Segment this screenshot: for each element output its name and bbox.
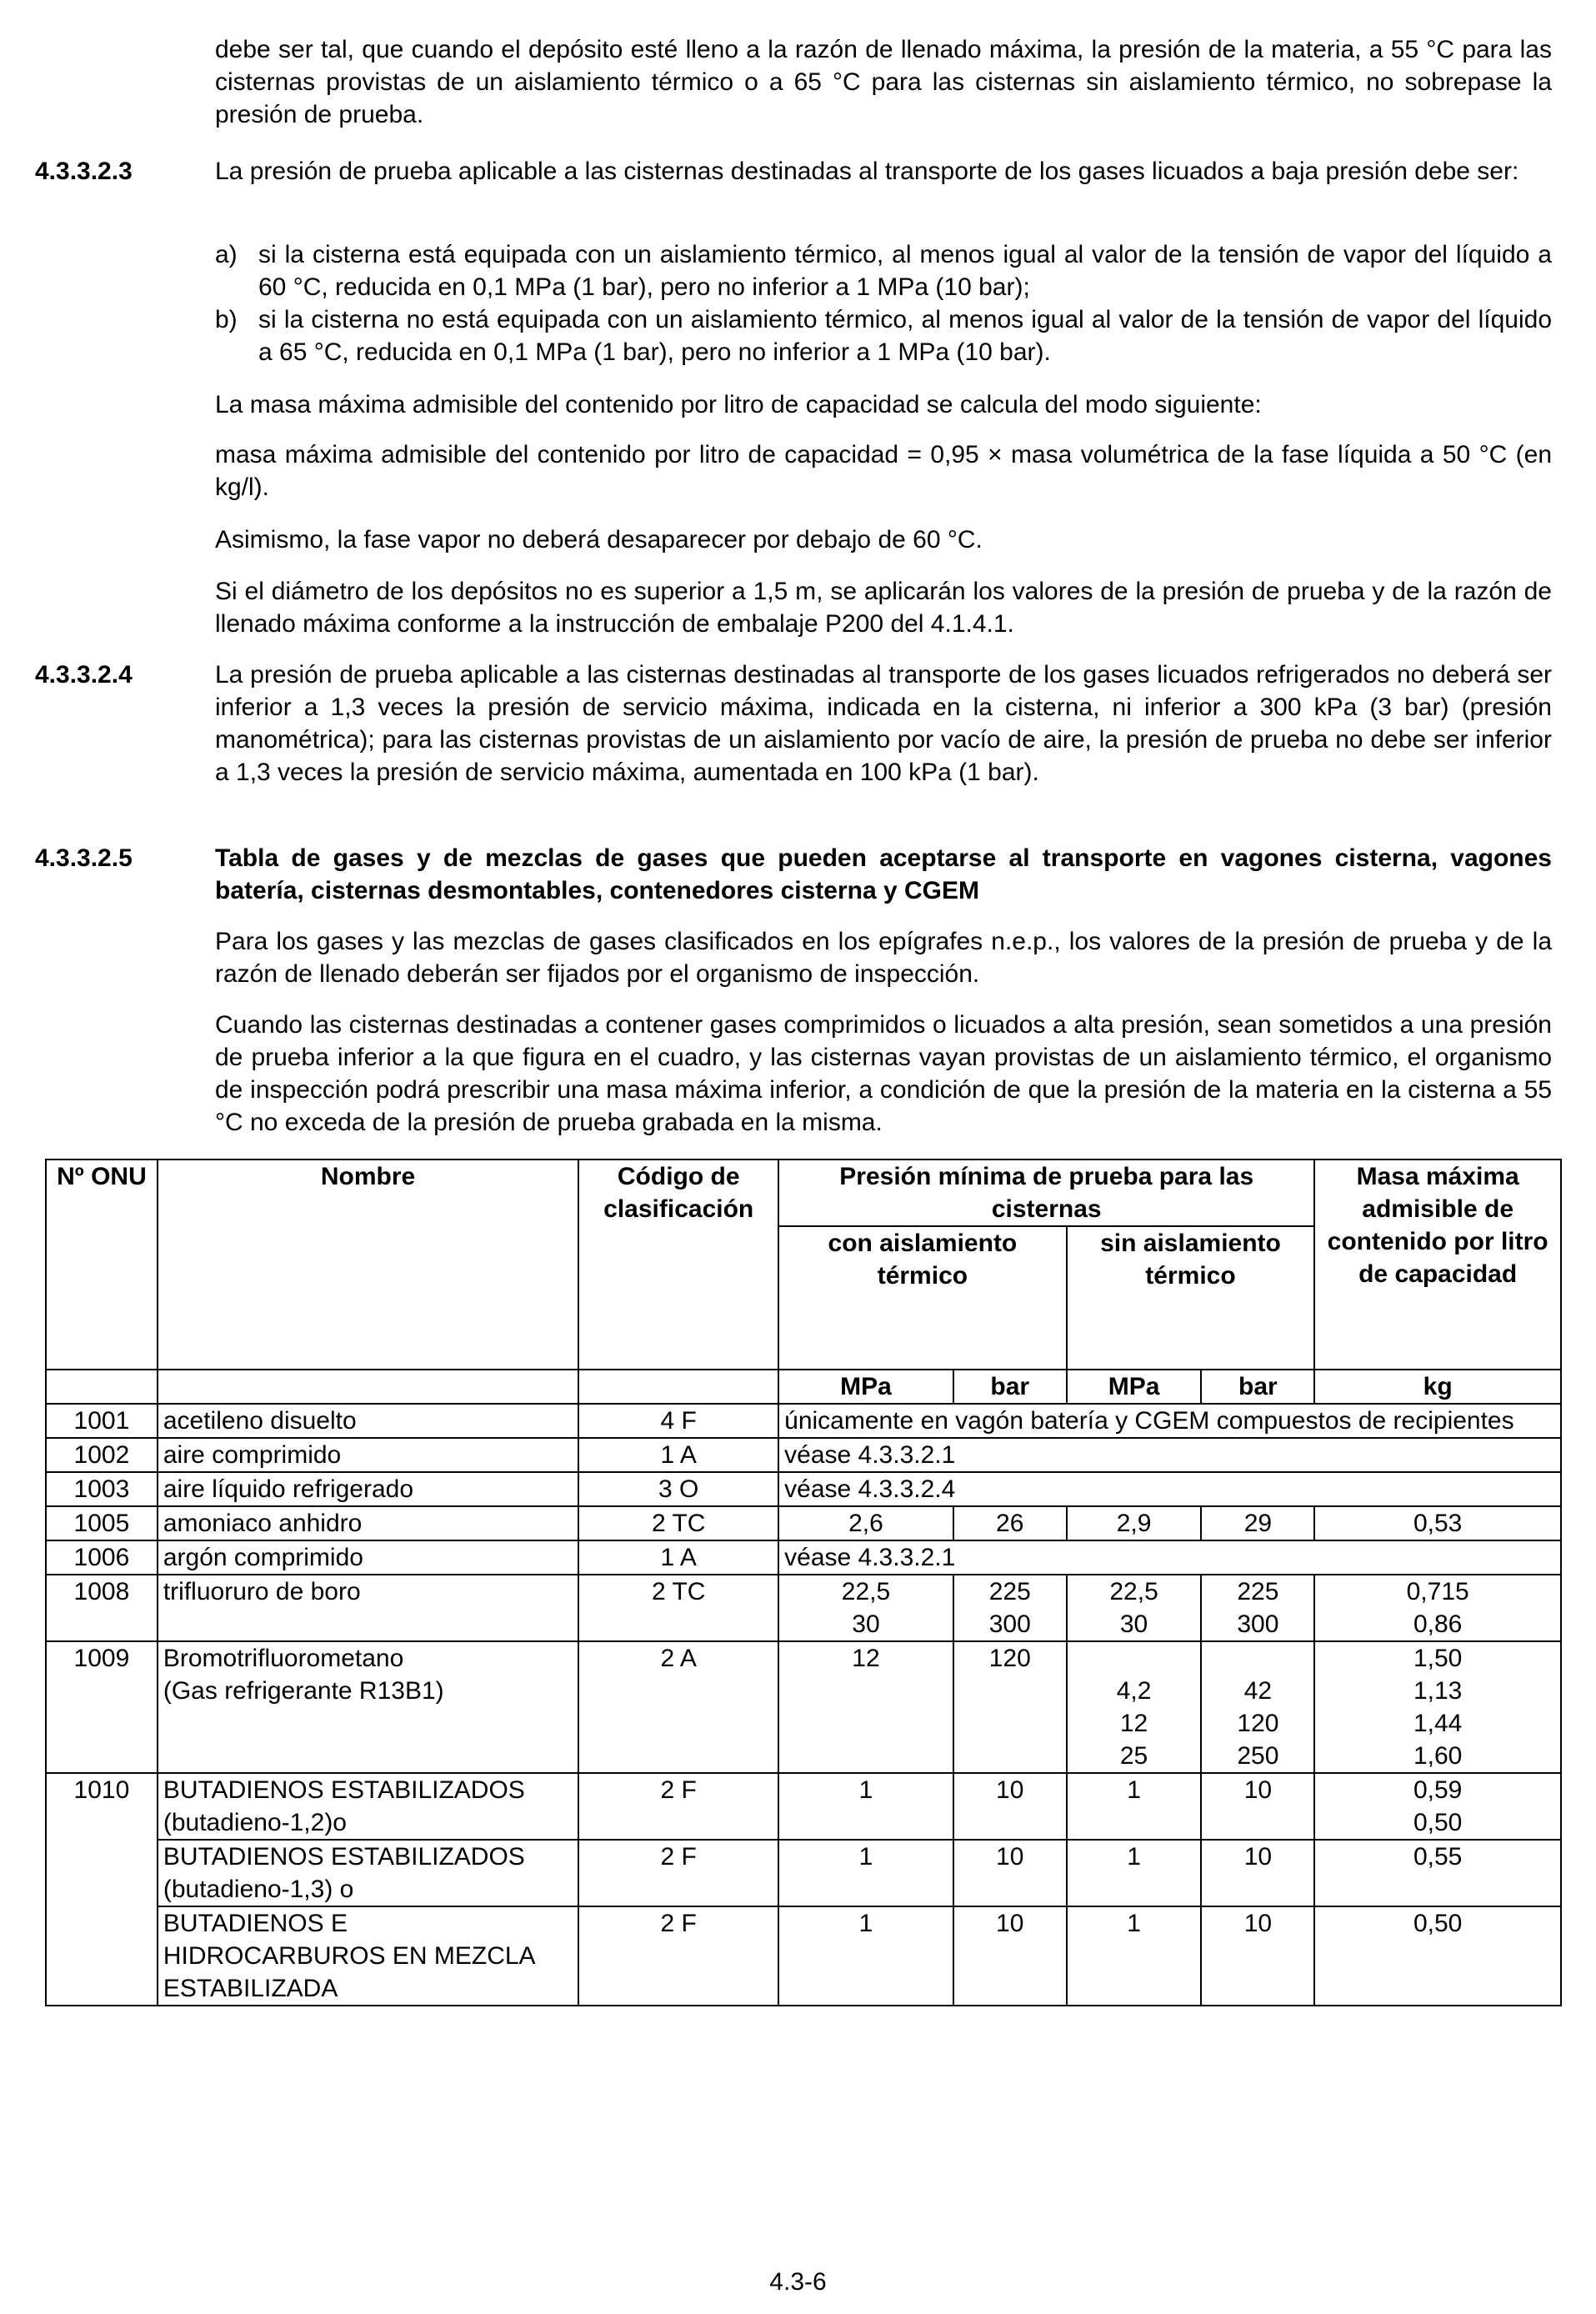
cell-no-empty [46, 1840, 158, 1906]
value: 30 [1119, 1610, 1148, 1638]
cell-sin-mpa: 1 [1067, 1773, 1202, 1840]
section-number-4-3-3-2-4: 4.3.3.2.4 [35, 661, 133, 689]
section-number-4-3-3-2-3: 4.3.3.2.3 [35, 158, 133, 185]
cell-no: 1006 [46, 1540, 158, 1575]
unit-mpa-con: MPa [778, 1370, 953, 1404]
cell-sin-mpa: 1 [1067, 1906, 1202, 2006]
header-sin-aislamiento: sin aislamiento térmico [1067, 1226, 1315, 1370]
value: 22,5 [1109, 1578, 1158, 1605]
cell-code: 4 F [578, 1404, 778, 1438]
header-con-aislamiento: con aislamiento térmico [778, 1226, 1067, 1370]
value: 12 [1119, 1710, 1148, 1737]
gas-table [45, 1159, 1562, 2006]
value: 22,5 [841, 1578, 891, 1605]
table-row [46, 1438, 1561, 1472]
paragraph-formula: masa máxima admisible del contenido por litro de capacidad = 0,95 × masa volumétrica de la fase líquida a 50 °C (en kg/l). [215, 441, 1552, 501]
table-row [46, 1840, 1561, 1906]
value: 250 [1237, 1742, 1279, 1770]
list-item-a-label: a) [215, 241, 238, 268]
cell-name [158, 1641, 578, 1773]
list-item-b-text: si la cisterna no está equipada con un aislamiento térmico, al menos igual al valor de la tensión de vapor del líquido a 65 °C, reducida en 0,1 MPa (1 bar), pero no inferior a 1 MPa (10 bar). [258, 306, 1552, 366]
value: 0,59 [1413, 1776, 1463, 1804]
value: 1,44 [1413, 1710, 1463, 1737]
paragraph-diametro: Si el diámetro de los depósitos no es superior a 1,5 m, se aplicarán los valores de la presión de prueba y de la razón de llenado máxima conforme a la instrucción de embalaje P200 del 4.1.4.1. [215, 578, 1552, 638]
cell-con-mpa: 1 [778, 1773, 953, 1840]
cell-kg-empty [1314, 1540, 1561, 1575]
cell-con-bar: 120 [953, 1641, 1067, 1773]
section-4-3-3-2-4-text: La presión de prueba aplicable a las cisternas destinadas al transporte de los gases licuados refrigerados no deberá ser inferior a 1,3 veces la presión de servicio máxima, indicada en la cisterna, ni inferior a 300 kPa (3 bar) (presión manométrica); para las cisternas provistas de un aislamiento por vacío de aire, la presión de prueba no debe ser inferior a 1,3 veces la presión de servicio máxima, aumentada en 100 kPa (1 bar). [215, 661, 1552, 786]
cell-name: aire líquido refrigerado [158, 1472, 578, 1506]
list-item-a [215, 238, 1552, 303]
cell-no: 1001 [46, 1404, 158, 1438]
value: 0,50 [1413, 1809, 1463, 1836]
header-presion: Presión mínima de prueba para las cisternas [778, 1160, 1314, 1226]
paragraph-presion-inferior: Cuando las cisternas destinadas a contener gases comprimidos o licuados a alta presión, sean sometidos a una presión de prueba inferior a la que figura en el cuadro, y las cisternas vayan provistas de un aislamiento térmico, el organismo de inspección podrá prescribir una masa máxima inferior, a condición de que la presión de la materia en la cisterna a 55 °C no exceda de la presión de prueba grabada en la misma. [215, 1011, 1552, 1136]
header-nombre: Nombre [158, 1160, 578, 1370]
value: 120 [1237, 1710, 1279, 1737]
paragraph-masa-maxima: La masa máxima admisible del contenido por litro de capacidad se calcula del modo siguiente: [215, 391, 1262, 418]
cell-con-bar: 10 [953, 1840, 1067, 1906]
header-masa: Masa máxima admisible de contenido por litro de capacidad [1314, 1160, 1561, 1370]
cell-con-mpa [778, 1575, 953, 1641]
units-row [46, 1370, 1561, 1404]
value: 1,13 [1413, 1677, 1463, 1705]
unit-bar-con: bar [953, 1370, 1067, 1404]
value: 0,86 [1413, 1610, 1463, 1638]
value: 1,50 [1413, 1645, 1463, 1672]
value: 225 [988, 1578, 1031, 1605]
cell-code: 2 F [578, 1906, 778, 2006]
cell-kg [1314, 1575, 1561, 1641]
header-no-onu: Nº ONU [46, 1160, 158, 1370]
value: 4,2 [1116, 1677, 1152, 1705]
cell-code: 1 A [578, 1540, 778, 1575]
cell-no: 1008 [46, 1575, 158, 1641]
cell-sin-bar: 29 [1201, 1506, 1314, 1540]
cell-con-mpa: 2,6 [778, 1506, 953, 1540]
value: 42 [1243, 1677, 1273, 1705]
table-row [46, 1773, 1561, 1840]
cell-sin-bar: 10 [1201, 1773, 1314, 1840]
list-item-b [215, 303, 1552, 368]
table-row [46, 1575, 1561, 1641]
cell-con-mpa: 1 [778, 1906, 953, 2006]
cell-name: BUTADIENOS ESTABILIZADOS (butadieno-1,2)o [158, 1773, 578, 1840]
cell-name: amoniaco anhidro [158, 1506, 578, 1540]
cell-sin-mpa [1067, 1641, 1202, 1773]
cell-name: aire comprimido [158, 1438, 578, 1472]
cell-sin-bar: 10 [1201, 1906, 1314, 2006]
cell-code: 3 O [578, 1472, 778, 1506]
value: 225 [1237, 1578, 1279, 1605]
list-item-b-label: b) [215, 306, 238, 333]
cell-code: 2 TC [578, 1575, 778, 1641]
cell-code: 2 TC [578, 1506, 778, 1540]
cell-con-mpa: 1 [778, 1840, 953, 1906]
cell-sin-mpa: 1 [1067, 1840, 1202, 1906]
cell-code: 2 F [578, 1773, 778, 1840]
cell-kg [1314, 1773, 1561, 1840]
value: 1,60 [1413, 1742, 1463, 1770]
cell-no: 1005 [46, 1506, 158, 1540]
cell-kg [1314, 1641, 1561, 1773]
paragraph-fase-vapor: Asimismo, la fase vapor no deberá desaparecer por debajo de 60 °C. [215, 526, 983, 553]
section-number-4-3-3-2-5: 4.3.3.2.5 [35, 844, 133, 872]
header-codigo: Código de clasificación [578, 1160, 778, 1370]
cell-con-mpa: 12 [778, 1641, 953, 1773]
unit-mpa-sin: MPa [1067, 1370, 1202, 1404]
value: (Gas refrigerante R13B1) [163, 1677, 444, 1705]
cell-name: trifluoruro de boro [158, 1575, 578, 1641]
cell-sin-bar [1201, 1575, 1314, 1641]
cell-sin-bar [1201, 1641, 1314, 1773]
table-row [46, 1404, 1561, 1438]
cell-no-empty [46, 1906, 158, 2006]
page-number: 4.3-6 [769, 2268, 827, 2296]
cell-code: 2 A [578, 1641, 778, 1773]
table-row [46, 1641, 1561, 1773]
table-row [46, 1906, 1561, 2006]
cell-sin-mpa [1067, 1575, 1202, 1641]
cell-kg: 0,53 [1314, 1506, 1561, 1540]
table-row [46, 1540, 1561, 1575]
header-row-1 [46, 1160, 1561, 1226]
cell-name: BUTADIENOS ESTABILIZADOS (butadieno-1,3) o [158, 1840, 578, 1906]
cell-note: véase 4.3.3.2.1 [778, 1540, 1314, 1575]
list-item-a-text: si la cisterna está equipada con un aislamiento térmico, al menos igual al valor de la tensión de vapor del líquido a 60 °C, reducida en 0,1 MPa (1 bar), pero no inferior a 1 MPa (10 bar); [258, 241, 1552, 301]
section-4-3-3-2-5-title: Tabla de gases y de mezclas de gases que pueden aceptarse al transporte en vagones cisterna, vagones batería, cisternas desmontables, contenedores cisterna y CGEM [215, 844, 1552, 904]
cell-name: argón comprimido [158, 1540, 578, 1575]
cell-note: véase 4.3.3.2.4 [778, 1472, 1561, 1506]
value: 30 [852, 1610, 880, 1638]
section-4-3-3-2-3-text: La presión de prueba aplicable a las cisternas destinadas al transporte de los gases licuados a baja presión debe ser: [215, 158, 1519, 185]
table-row [46, 1506, 1561, 1540]
cell-kg: 0,55 [1314, 1840, 1561, 1906]
cell-con-bar: 10 [953, 1773, 1067, 1840]
cell-note: véase 4.3.3.2.1 [778, 1438, 1561, 1472]
table-row [46, 1472, 1561, 1506]
cell-code: 1 A [578, 1438, 778, 1472]
value: 300 [1237, 1610, 1279, 1638]
paragraph-nep: Para los gases y las mezclas de gases clasificados en los epígrafes n.e.p., los valores de la presión de prueba y de la razón de llenado deberán ser fijados por el organismo de inspección. [215, 928, 1552, 988]
value: Bromotrifluorometano [163, 1645, 404, 1672]
cell-name: BUTADIENOS E HIDROCARBUROS EN MEZCLA ESTABILIZADA [158, 1906, 578, 2006]
value: 25 [1119, 1742, 1148, 1770]
cell-no: 1002 [46, 1438, 158, 1472]
cell-sin-bar: 10 [1201, 1840, 1314, 1906]
cell-no: 1010 [46, 1773, 158, 1840]
cell-sin-mpa: 2,9 [1067, 1506, 1202, 1540]
cell-no: 1009 [46, 1641, 158, 1773]
cell-code: 2 F [578, 1840, 778, 1906]
cell-kg: 0,50 [1314, 1906, 1561, 2006]
value: 0,715 [1406, 1578, 1469, 1605]
cell-con-bar [953, 1575, 1067, 1641]
unit-bar-sin: bar [1201, 1370, 1314, 1404]
value: 300 [988, 1610, 1031, 1638]
cell-note: únicamente en vagón batería y CGEM compuestos de recipientes [778, 1404, 1561, 1438]
cell-name: acetileno disuelto [158, 1404, 578, 1438]
unit-kg: kg [1314, 1370, 1561, 1404]
intro-paragraph: debe ser tal, que cuando el depósito esté lleno a la razón de llenado máxima, la presión de la materia, a 55 °C para las cisternas provistas de un aislamiento térmico o a 65 °C para las cisternas sin aislamiento térmico, no sobrepase la presión de prueba. [215, 36, 1552, 128]
cell-con-bar: 26 [953, 1506, 1067, 1540]
cell-con-bar: 10 [953, 1906, 1067, 2006]
cell-no: 1003 [46, 1472, 158, 1506]
